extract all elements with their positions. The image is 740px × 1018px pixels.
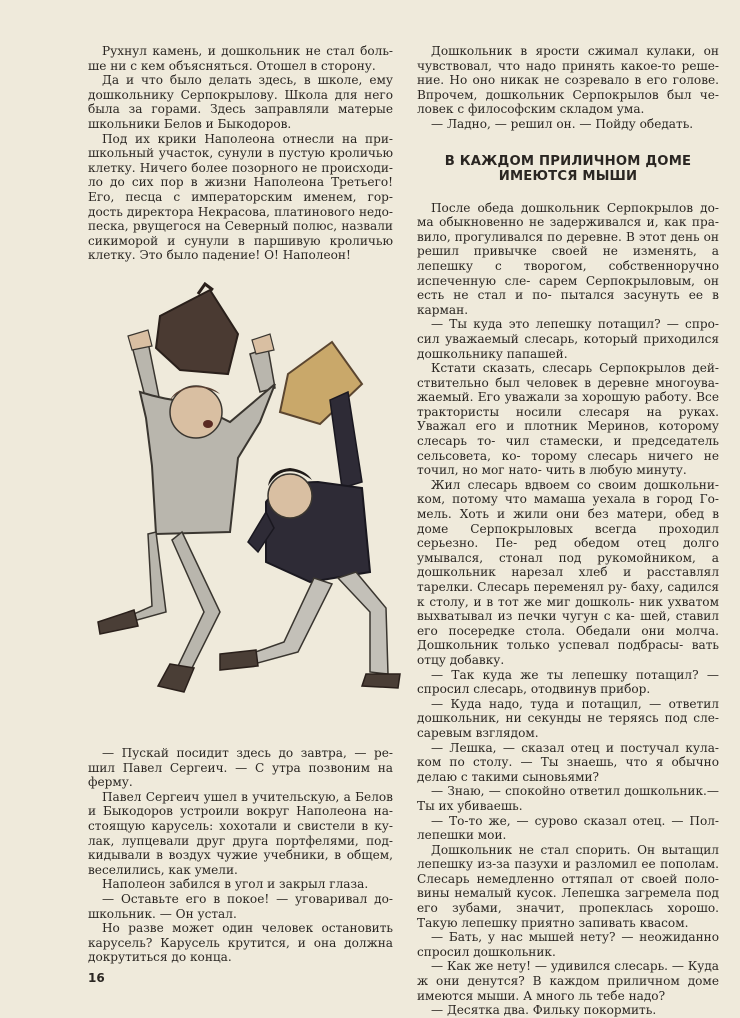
paragraph: Павел Сергеич ушел в учительскую, а Белов и Быкодоров устроили вокруг Наполеона на- стоящую карусель: хохотали и свистели в ку- лак, лупцевали друг друга портфелями, под- кидывали в воздух чужие учебники, в общем, веселились, как умели. — [88, 789, 393, 877]
paragraph: — Ладно, — решил он. — Пойду обедать. — [431, 116, 694, 131]
paragraph: — Десятка два. Фильку покормить. — [431, 1003, 657, 1018]
briefcase-dark-icon — [156, 284, 238, 374]
paragraph: — Куда надо, туда и потащил, — ответил дошкольник, ни секунды не теряясь под сле- саревым взглядом. — [417, 696, 719, 740]
paragraph: — Как же нету! — удивился слесарь. — Куда ж они денутся? В каждом приличном доме имеются мыши. А много ль тебе надо? — [417, 959, 719, 1003]
paragraph: — Пускай посидит здесь до завтра, — ре- шил Павел Сергеич. — С утра позвоним на ферму. — [88, 746, 393, 790]
paragraph: Да и что было делать здесь, в школе, ему дошкольнику Серпокрылову. Школа для него была за горами. Здесь заправляли матерые школьники Белов и Быкодоров. — [88, 73, 393, 131]
paragraph: Кстати сказать, слесарь Серпокрылов дей- ствительно был человек в деревне многоува- жаемый. Его уважали за хорошую работу. Все трактористы носили слесаря на руках. Уважал его и плотник Меринов, которому слесарь то- чил стамески, и председатель сельсовета, ко- торому слесарь ничего не точил, но мог нато- чить в любую минуту. — [417, 361, 719, 478]
paragraph: Дошкольник в ярости сжимал кулаки, он чувствовал, что надо принять какое-то реше- ние. Но оно никак не созревало в его голове. Впрочем, дошкольник Серпокрылов был че- ловек с философским складом ума. — [417, 44, 719, 117]
chapter-heading: В КАЖДОМ ПРИЛИЧНОМ ДОМЕ ИМЕЮТСЯ МЫШИ — [444, 153, 692, 185]
paragraph: Но разве может один человек остановить карусель? Карусель крутится, и она должна докрутиться до конца. — [88, 921, 393, 965]
left-column-bottom — [88, 746, 393, 965]
paragraph: — Знаю, — спокойно ответил дошкольник.— Ты их убиваешь. — [417, 784, 719, 813]
paragraph: — Лешка, — сказал отец и постучал кула- ком по столу. — Ты знаешь, что я обычно делаю с такими сыновьями? — [417, 740, 719, 784]
right-column — [417, 44, 719, 1018]
paragraph: — Ты куда это лепешку потащил? — спро- сил уважаемый слесарь, который приходился дошкольнику папашей. — [417, 317, 719, 361]
paragraph: Рухнул камень, и дошкольник не стал боль- ше ни с кем объясняться. Отошел в сторону. — [88, 44, 393, 73]
left-boy-figure — [98, 330, 275, 692]
paragraph: — Бать, у нас мышей нету? — неожиданно спросил дошкольник. — [417, 930, 719, 959]
paragraph: Под их крики Наполеона отнесли на при- школьный участок, сунули в пустую кроличью клетку. Ничего более позорного не происходи- ло до сих пор в жизни Наполеона Третьего! Его, песца с императорским именем, гор- дость директора Некрасова, платинового недо- песка, рвущегося на Северный полюс, назвали сикиморой и сунули в паршивую кроличью клетку. Это было падение! О! Наполеон! — [88, 131, 393, 263]
paragraph: Жил слесарь вдвоем со своим дошкольни- ком, потому что мамаша уехала в город Го- мель. Хоть и жили они без матери, обед в доме Серпокрыловых всегда проходил серьезно. Пе- ред обедом отец долго умывался, стонал под рукомойником, а дошкольник нарезал хлеб и расставлял тарелки. Слесарь переменял ру- баху, садился к столу, и в тот же миг дошколь- ник ухватом выхватывал из печки чугун с ка- шей, ставил его посередке стола. Обедали они молча. Дошкольник только успевал подбрасы- вать отцу добавку. — [417, 477, 719, 667]
paragraph: — Так куда же ты лепешку потащил? — спросил слесарь, отодвинув прибор. — [417, 667, 719, 697]
paragraph: — Оставьте его в покое! — уговаривал до- школьник. — Он устал. — [88, 891, 393, 921]
paragraph: После обеда дошкольник Серпокрылов до- ма обыкновенно не задерживался и, как пра- вило, прогуливался по деревне. В этот день он решил привычке своей не изменять, а лепешку с творогом, собственноручно испеченную сле- сарем Серпокрыловым, он есть не стал и по- пытался засунуть ее в карман. — [417, 200, 719, 317]
paragraph: — То-то же, — сурово сказал отец. — Пол- лепешки мои. — [417, 813, 719, 843]
left-column-top — [88, 44, 393, 263]
paragraph: Дошкольник не стал спорить. Он вытащил лепешку из-за пазухи и разломил ее пополам. Слесарь немедленно оттяпал от своей поло- вины немалый кусок. Лепешка загремела под его зубами, значит, пропеклась хорошо. Такую лепешку приятно запивать квасом. — [417, 842, 719, 930]
illustration-boys-fighting — [70, 282, 410, 732]
page-number: 16 — [88, 971, 105, 985]
paragraph: Наполеон забился в угол и закрыл глаза. — [102, 877, 369, 892]
